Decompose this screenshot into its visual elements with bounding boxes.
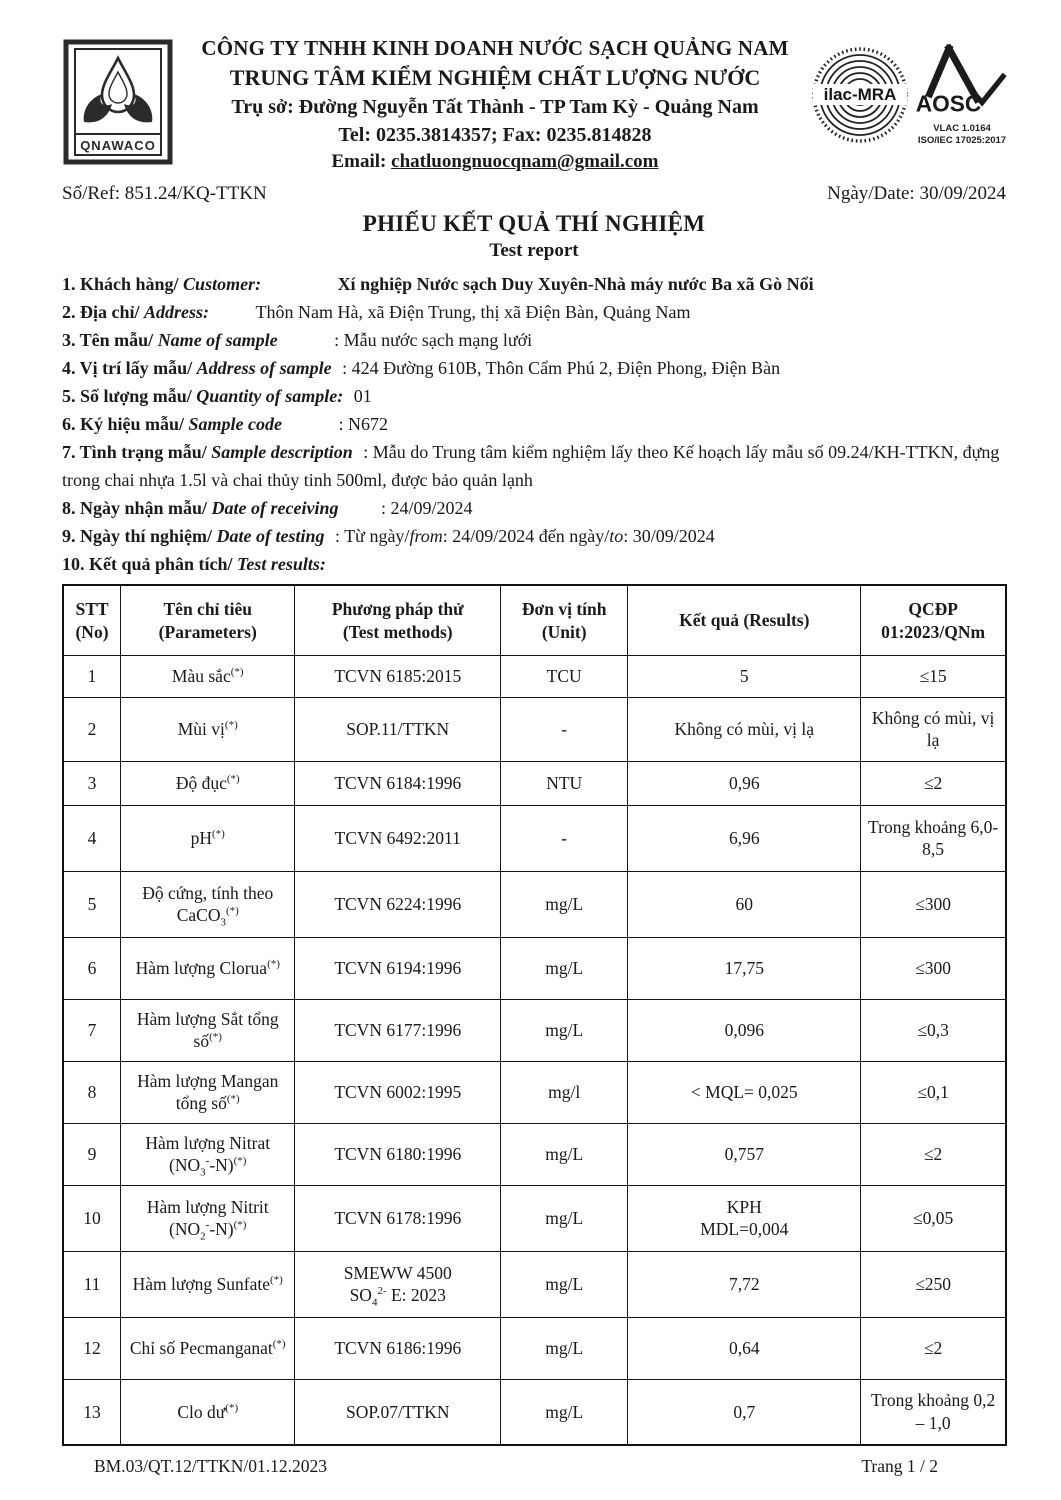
header-address: Trụ sở: Đường Nguyễn Tất Thành - TP Tam Kỳ - Quảng Nam (231, 96, 759, 119)
table-row (63, 1379, 1006, 1445)
page-footer (62, 1456, 1006, 1477)
column-header: Đơn vị tính (Unit) (501, 585, 628, 655)
ilac-mra-seal (810, 40, 910, 155)
table-cell: Độ cứng, tính theo CaCO$_3$(*) (121, 871, 295, 937)
column-header: Kết quả (Results) (628, 585, 861, 655)
company-name: CÔNG TY TNHH KINH DOANH NƯỚC SẠCH QUẢNG NAM (201, 36, 789, 60)
info-sample-description: 7. Tình trạng mẫu/ Sample description : Mẫu do Trung tâm kiểm nghiệm lấy theo Kế hoạch lấy mẫu số 09.24/KH-TTKN, đựng trong chai nhựa 1.5l và chai thủy tinh 500ml, được bảo quản lạnh (62, 442, 1000, 491)
table-cell: mg/L (501, 1379, 628, 1445)
table-row (63, 805, 1006, 871)
table-cell: KPH MDL=0,004 (628, 1185, 861, 1251)
table-row (63, 1061, 1006, 1123)
table-cell: mg/L (501, 1185, 628, 1251)
table-cell: Hàm lượng Nitrat $(NO_3^--N)^{(*)}$ (121, 1123, 295, 1185)
table-cell: 5 (63, 871, 121, 937)
table-cell: 3 (63, 761, 121, 805)
table-cell: Mùi vị(*) (121, 697, 295, 761)
aosc-mountain-icon (914, 40, 1010, 118)
table-cell: mg/L (501, 1251, 628, 1317)
table-cell: SOP.11/TTKN (295, 697, 501, 761)
table-cell: pH(*) (121, 805, 295, 871)
table-row (63, 1185, 1006, 1251)
table-row (63, 937, 1006, 999)
info-date-receiving: 8. Ngày nhận mẫu/ Date of receiving : 24/09/2024 (62, 498, 473, 519)
table-cell: Hàm lượng Clorua(*) (121, 937, 295, 999)
aosc-vlac-number: VLAC 1.0164 (933, 123, 991, 134)
table-cell: 8 (63, 1061, 121, 1123)
info-sample-name: 3. Tên mẫu/ Name of sample : Mẫu nước sạch mạng lưới (62, 330, 533, 351)
aosc-logo (914, 40, 1010, 155)
ref-number: Số/Ref: 851.24/KQ-TTKN (62, 183, 267, 205)
table-cell: TCU (501, 655, 628, 697)
table-cell: ≤250 (861, 1251, 1006, 1317)
header-text-block (180, 30, 810, 173)
table-cell: Hàm lượng Mangan tổng số(*) (121, 1061, 295, 1123)
table-cell: mg/L (501, 1317, 628, 1379)
table-cell: 12 (63, 1317, 121, 1379)
table-cell: Hàm lượng Nitrit $(NO_2^--N)^{(*)}$ (121, 1185, 295, 1251)
table-cell: 9 (63, 1123, 121, 1185)
table-cell: TCVN 6180:1996 (295, 1123, 501, 1185)
table-cell: TCVN 6224:1996 (295, 871, 501, 937)
column-header: Phương pháp thử (Test methods) (295, 585, 501, 655)
table-cell: Clo dư(*) (121, 1379, 295, 1445)
reference-line (62, 183, 1006, 205)
accreditation-logos (810, 30, 1006, 155)
qnawaco-logo (62, 30, 180, 171)
table-cell: Chỉ số Pecmanganat(*) (121, 1317, 295, 1379)
table-header-row (63, 585, 1006, 655)
table-row (63, 999, 1006, 1061)
table-cell: Hàm lượng Sunfate(*) (121, 1251, 295, 1317)
aosc-iso-standard: ISO/IEC 17025:2017 (917, 134, 1007, 146)
table-cell: 4 (63, 805, 121, 871)
report-date: Ngày/Date: 30/09/2024 (827, 183, 1006, 205)
table-row (63, 1317, 1006, 1379)
table-cell: 6,96 (628, 805, 861, 871)
center-name: TRUNG TÂM KIỂM NGHIỆM CHẤT LƯỢNG NƯỚC (229, 64, 761, 90)
table-row (63, 1251, 1006, 1317)
table-row (63, 761, 1006, 805)
table-cell: Hàm lượng Sắt tổng số(*) (121, 999, 295, 1061)
table-row (63, 1123, 1006, 1185)
table-cell: Độ đục(*) (121, 761, 295, 805)
table-cell: TCVN 6492:2011 (295, 805, 501, 871)
info-sample-code: 6. Ký hiệu mẫu/ Sample code : N672 (62, 414, 389, 435)
table-cell: 0,757 (628, 1123, 861, 1185)
table-cell: NTU (501, 761, 628, 805)
table-cell: Không có mùi, vị lạ (628, 697, 861, 761)
table-cell: mg/L (501, 999, 628, 1061)
table-cell: 1 (63, 655, 121, 697)
info-sample-location: 4. Vị trí lấy mẫu/ Address of sample : 424 Đường 610B, Thôn Cẩm Phú 2, Điện Phong, Điện Bàn (62, 358, 781, 379)
table-cell: - (501, 697, 628, 761)
header-email-line (180, 150, 810, 173)
results-table-body (63, 655, 1006, 1445)
table-cell: mg/L (501, 937, 628, 999)
aosc-text: AOSC (915, 90, 982, 117)
table-cell: 0,7 (628, 1379, 861, 1445)
table-cell: ≤2 (861, 1317, 1006, 1379)
water-drop-icon (102, 58, 134, 112)
table-cell: mg/L (501, 1123, 628, 1185)
table-cell: TCVN 6177:1996 (295, 999, 501, 1061)
qnawaco-stamp-icon (62, 38, 174, 166)
document-header (62, 30, 1006, 173)
table-cell: Trong khoảng 6,0-8,5 (861, 805, 1006, 871)
table-cell: SOP.07/TTKN (295, 1379, 501, 1445)
table-cell: TCVN 6194:1996 (295, 937, 501, 999)
table-cell: 7,72 (628, 1251, 861, 1317)
table-cell: TCVN 6185:2015 (295, 655, 501, 697)
table-cell: 5 (628, 655, 861, 697)
table-cell: 0,96 (628, 761, 861, 805)
table-cell: 6 (63, 937, 121, 999)
table-cell: 11 (63, 1251, 121, 1317)
table-cell: ≤2 (861, 1123, 1006, 1185)
sample-info-list (62, 270, 1006, 578)
ilac-mra-icon (810, 40, 910, 150)
table-cell: 0,096 (628, 999, 861, 1061)
table-cell: 10 (63, 1185, 121, 1251)
column-header: Tên chỉ tiêu (Parameters) (121, 585, 295, 655)
table-cell: TCVN 6184:1996 (295, 761, 501, 805)
email-address: chatluongnuocqnam@gmail.com (391, 151, 659, 173)
qnawaco-logo-text: QNAWACO (80, 138, 156, 153)
hand-left-icon (84, 94, 112, 122)
table-cell: 2 (63, 697, 121, 761)
table-cell: ≤0,05 (861, 1185, 1006, 1251)
table-cell: TCVN 6186:1996 (295, 1317, 501, 1379)
column-header: STT (No) (63, 585, 121, 655)
results-table (62, 584, 1007, 1446)
table-cell: ≤0,1 (861, 1061, 1006, 1123)
report-subtitle: Test report (489, 240, 579, 262)
header-tel-fax: Tel: 0235.3814357; Fax: 0235.814828 (338, 123, 652, 146)
table-cell: Màu sắc(*) (121, 655, 295, 697)
table-cell: mg/L (501, 871, 628, 937)
table-cell: ≤300 (861, 937, 1006, 999)
ilac-mra-text: ilac-MRA (823, 85, 897, 104)
info-sample-quantity: 5. Số lượng mẫu/ Quantity of sample: 01 (62, 386, 372, 407)
email-label: Email: (331, 151, 387, 173)
table-cell: Trong khoảng 0,2 – 1,0 (861, 1379, 1006, 1445)
info-date-testing: 9. Ngày thí nghiệm/ Date of testing : Từ ngày/from: 24/09/2024 đến ngày/to: 30/09/2024 (62, 526, 715, 547)
table-row (63, 697, 1006, 761)
table-cell: TCVN 6178:1996 (295, 1185, 501, 1251)
table-cell: 60 (628, 871, 861, 937)
table-cell: 17,75 (628, 937, 861, 999)
table-cell: ≤2 (861, 761, 1006, 805)
table-cell: - (501, 805, 628, 871)
table-cell: Không có mùi, vị lạ (861, 697, 1006, 761)
page-number: Trang 1 / 2 (861, 1456, 938, 1477)
table-row (63, 655, 1006, 697)
table-cell: ≤0,3 (861, 999, 1006, 1061)
info-address: 2. Địa chỉ/ Address: Thôn Nam Hà, xã Điện Trung, thị xã Điện Bàn, Quảng Nam (62, 302, 691, 323)
table-row (63, 871, 1006, 937)
table-cell: 13 (63, 1379, 121, 1445)
results-table-head (63, 585, 1006, 655)
info-test-results: 10. Kết quả phân tích/ Test results: (62, 554, 326, 575)
column-header: QCĐP 01:2023/QNm (861, 585, 1006, 655)
table-cell: ≤15 (861, 655, 1006, 697)
table-cell: ≤300 (861, 871, 1006, 937)
table-cell: 0,64 (628, 1317, 861, 1379)
report-title: PHIẾU KẾT QUẢ THÍ NGHIỆM (362, 211, 706, 237)
hand-right-icon (124, 94, 152, 122)
table-cell: 7 (63, 999, 121, 1061)
form-code: BM.03/QT.12/TTKN/01.12.2023 (94, 1456, 328, 1477)
table-cell: < MQL= 0,025 (628, 1061, 861, 1123)
table-cell: TCVN 6002:1995 (295, 1061, 501, 1123)
info-customer: 1. Khách hàng/ Customer: Xí nghiệp Nước sạch Duy Xuyên-Nhà máy nước Ba xã Gò Nổi (62, 274, 814, 295)
table-cell: mg/l (501, 1061, 628, 1123)
table-cell: SMEWW 4500 $SO_4^{2-}$ E: 2023 (295, 1251, 501, 1317)
